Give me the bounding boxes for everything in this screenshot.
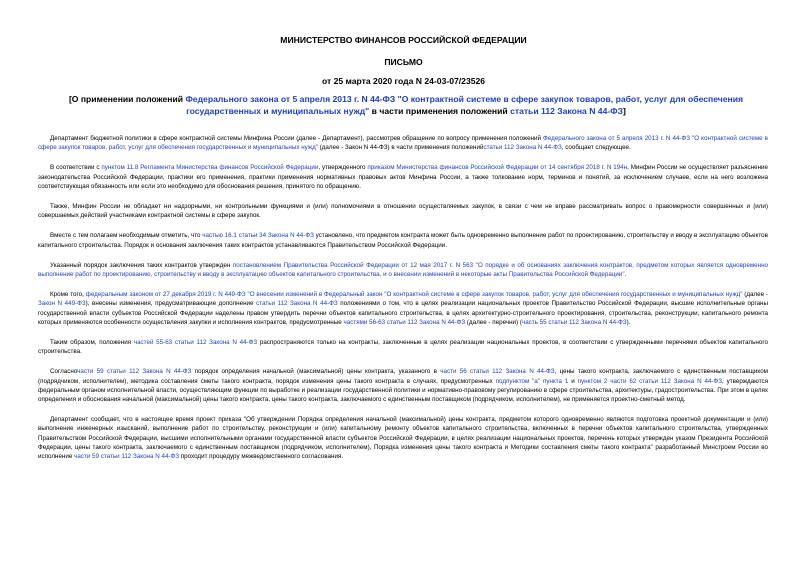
- letter-body: [38, 134, 768, 472]
- paragraph-text: Указанный порядок заключения таких контрактов утвержден: [50, 261, 233, 269]
- paragraph-text: Вместе с тем полагаем необходимым отметить, что: [50, 232, 203, 240]
- paragraph-text: и: [568, 377, 578, 385]
- paragraph-text: положениями о том, что в целях реализации национальных проектов Правительство Российской Федерации, высшие исполнительные органы государственной власти субъектов Российской Федерации наделены правом утвердить перечни объектов капитального строительства, в целях архитектурно-строительного проектирования, строительства, реконструкции, капитального ремонта которых применяются особенности осуществления закупки и исполнения контрактов, предусмотренные: [38, 300, 768, 326]
- law-reference-link[interactable]: частью 16.1 статьи 34 Закона N 44-ФЗ: [202, 232, 314, 240]
- paragraph-text: порядок определения начальной (максимальной) цены контракта, указанного в: [191, 368, 441, 376]
- document-date-number: от 25 марта 2020 года N 24-03-07/23526: [321, 76, 486, 86]
- paragraph-text: (далее - Закон N 44-ФЗ) в части применения положений: [317, 144, 484, 152]
- paragraph-text: проходит процедуру межведомственного согласования.: [179, 453, 344, 461]
- paragraph-text: Кроме того,: [50, 291, 86, 299]
- subject-mid: в части применения положений: [369, 105, 511, 116]
- law-reference-link[interactable]: федеральным законом от 27 декабря 2019 г. N 449-ФЗ "О внесении изменений в Федеральный закон "О контрактной системе в сфере закупок товаров, работ, услуг для обеспечения государственных и муниципальных нужд": [85, 291, 743, 299]
- paragraph-text: Согласно: [50, 368, 78, 376]
- body-paragraph: [38, 163, 768, 191]
- paragraph-text: (далее -: [742, 291, 769, 299]
- law-reference-link[interactable]: части 59 статьи 112 Закона N 44-ФЗ: [74, 453, 180, 461]
- law-reference-link[interactable]: части 56 статьи 112 Закона N 44-ФЗ: [440, 368, 555, 376]
- paragraph-text: установлено, что предметом контракта может быть одновременно выполнение работ по проектированию, строительству и вводу в эксплуатацию объектов капитального строительства. Порядок и основания заключения таких контрактов устанавливаются Правительством Российской Федерации.: [38, 232, 768, 249]
- subject-law-link[interactable]: Федерального закона от 5 апреля 2013 г. N 44-ФЗ "О контрактной системе в сфере закупок товаров, работ, услуг для обеспечения государственных и муниципальных нужд": [185, 94, 744, 116]
- body-paragraph: [38, 231, 768, 249]
- law-reference-link[interactable]: частями 56-63 статьи 112 Закона N 44-ФЗ: [343, 318, 466, 326]
- law-reference-link[interactable]: пунктом 2 части 62 статьи 112 Закона N 44-ФЗ: [577, 377, 723, 385]
- paragraph-text: , утвержденного: [318, 164, 368, 172]
- paragraph-text: Таким образом, положения: [50, 339, 134, 347]
- paragraph-text: Также, Минфин России не обладает ни надзорными, ни контрольными функциями и (или) полномочиями в отношении осуществляемых закупок, в связи с чем не вправе рассматривать вопрос о правомерности совершенных и (или) совершаемых действий участниками контрактной системы в сфере закупок.: [38, 203, 768, 220]
- paragraph-text: Департамент бюджетной политики в сфере контрактной системы Минфина России (далее - Департамент), рассмотрев обращение по вопросу применения положений: [50, 135, 544, 142]
- body-paragraph: [38, 367, 768, 404]
- body-paragraph: [38, 290, 768, 327]
- paragraph-text: , сообщает следующее.: [561, 144, 631, 152]
- paragraph-text: , утверждаются федеральным органом исполнительной власти, осуществляющим функции по выработке и реализации государственной политики и нормативно-правовому регулированию в сфере строительства, архитектуры, градостроительства. При этом в целях определения и обоснования начальной (максимальной) цены такого контракта, цены такого контракта, заключаемого с единственным поставщиком (подрядчиком, исполнителем), не применяется проектно-сметный метод.: [38, 377, 768, 404]
- document-subject: [52, 94, 760, 117]
- law-reference-link[interactable]: подпунктом "а" пункта 1: [495, 377, 569, 385]
- body-paragraph: [38, 338, 768, 356]
- ministry-heading: МИНИСТЕРСТВО ФИНАНСОВ РОССИЙСКОЙ ФЕДЕРАЦИИ: [280, 35, 527, 45]
- paragraph-text: .: [624, 271, 627, 279]
- document-type-heading: ПИСЬМО: [384, 57, 423, 67]
- body-paragraph: [38, 202, 768, 220]
- law-reference-link[interactable]: части 59 статьи 112 Закона N 44-ФЗ: [77, 368, 192, 376]
- law-reference-link[interactable]: статьи 112 Закона N 44-ФЗ: [483, 144, 562, 152]
- subject-article-link[interactable]: статьи 112 Закона N 44-ФЗ: [510, 105, 623, 116]
- law-reference-link[interactable]: приказом Министерства финансов Российской Федерации от 14 сентября 2018 г. N 194н: [367, 164, 628, 172]
- paragraph-text: В соответствии с: [50, 164, 102, 172]
- law-reference-link[interactable]: часть 55 статьи 112 Закона N 44-ФЗ: [521, 318, 627, 326]
- law-reference-link[interactable]: Федерального закона от 5 апреля 2013 г. N 44-ФЗ "О контрактной системе в сфере закупок товаров, работ, услуг для обеспечения государственных и муниципальных нужд": [38, 135, 768, 152]
- paragraph-text: (далее - перечни) (: [465, 318, 522, 326]
- paragraph-text: , цены такого контракта, заключаемого с единственным поставщиком (подрядчиком, исполнителем), методика составления сметы такого контракта, порядок изменения цены такого контракта в случаях, предусмотренных: [38, 368, 768, 385]
- law-reference-link[interactable]: пунктом 11.8 Регламента Министерства финансов Российской Федерации: [101, 164, 319, 172]
- paragraph-text: ), внесены изменения, предусматривающие дополнение: [85, 300, 257, 308]
- law-reference-link[interactable]: Закон N 449-ФЗ: [38, 300, 86, 308]
- law-reference-link[interactable]: статьи 112 Закона N 44-ФЗ: [256, 300, 338, 308]
- subject-open: [О применении положений: [68, 94, 186, 104]
- body-paragraph: [38, 415, 768, 461]
- law-reference-link[interactable]: постановлением Правительства Российской Федерации от 12 мая 2017 г. N 563 "О порядке и об основаниях заключения контрактов, предметом которых является одновременно выполнение работ по проектированию, строительству и вводу в эксплуатацию объектов капитального строительства, и о внесении изменений в некоторые акты Правительства Российской Федерации": [38, 261, 769, 279]
- paragraph-text: распространяются только на контракты, заключенные в целях реализации национальных проектов, в соответствии с утвержденными перечнями объектов капитального строительства.: [38, 339, 768, 356]
- paragraph-text: Департамент сообщает, что в настоящее время проект приказа "Об утверждении Порядка определения начальной (максимальной) цены контракта, предметом которого одновременно являются подготовка проектной документации и (или) выполнение инженерных изысканий, выполнение работ по строительству, реконструкции и (или) капитальному ремонту объектов капитального строительства, включенных в перечни объектов капитального строительства, утвержденных Правительством Российской Федерации, высшими исполнительными органами государственной власти субъектов Российской Федерации, в целях реализации национальных проектов, перечень которых утвержден указом Президента Российской Федерации, цены такого контракта, заключаемого с единственным поставщиком (подрядчиком, исполнителем), Порядка изменения цены такого контракта и Методики составления сметы такого контракта" разработанный Минстроем России во исполнение: [38, 416, 768, 461]
- law-reference-link[interactable]: частей 55-63 статьи 112 Закона N 44-ФЗ: [133, 339, 258, 347]
- body-paragraph: [38, 134, 768, 152]
- paragraph-text: ).: [626, 318, 631, 326]
- subject-close: ]: [622, 105, 626, 116]
- body-paragraph: [38, 261, 768, 279]
- paragraph-text: , Минфин России не осуществляет разъяснение законодательства Российской Федерации, практики его применения, практики применения нормативных правовых актов Минфина России, а также толкование норм, терминов и понятий, за исключением случаев, если на него возложена соответствующая обязанность или если это необходимо для обоснования решения, принятого по обращению.: [38, 164, 769, 190]
